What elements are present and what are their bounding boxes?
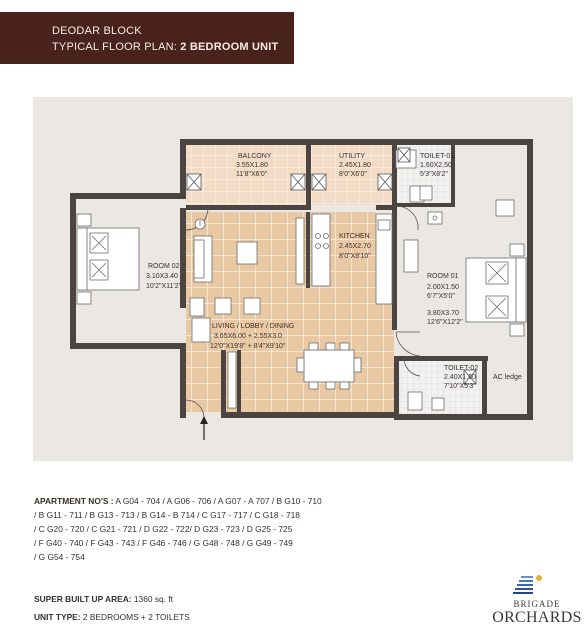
brigade-orchards-logo <box>492 572 585 630</box>
apartment-numbers: APARTMENT NO'S : A G04 - 704 / A G06 - 706 / A G07 - A 707 / B G10 - 710 / B G11 - 711 / B G13 - 713 / B G14 - B 714 / C G17 - 717 / C G18 - 718 / C G20 - 720 / C G21 - 721 / D G22 - 722/ D G23 - 723 / D G25 - 725 / F G40 - 740 / F G43 - 743 / F G46 - 746 / G G48 - 748 / G G49 - 749 / G G54 - 754 <box>34 496 322 562</box>
toilet2-dims: 2.40X1.60 <box>444 374 476 381</box>
toilet2-name: TOILET-02 <box>444 365 479 372</box>
balcony-imperial: 11'8"X6'0" <box>236 171 268 178</box>
room1-dims1: 2.00X1.50 <box>427 284 459 291</box>
toilet1-imperial: 5'3"X8'2" <box>420 171 448 178</box>
room1-dims2: 3.80X3.70 <box>427 310 459 317</box>
living-dims: 3.65X6.00 + 2.55X3.0 <box>214 333 282 340</box>
room2-imperial: 10'2"X11'2" <box>146 283 182 290</box>
room1-imperial2: 12'6"X12'2" <box>427 319 463 326</box>
room2-dims: 3.10X3.40 <box>146 273 178 280</box>
room1-name: ROOM 01 <box>427 273 459 280</box>
kitchen-imperial: 8'0"X8'10" <box>339 253 371 260</box>
utility-name: UTILITY <box>339 153 366 160</box>
living-name: LIVING / LOBBY / DINING <box>212 323 295 330</box>
plan-title: TYPICAL FLOOR PLAN: 2 BEDROOM UNIT <box>52 41 279 53</box>
kitchen-name: KITCHEN <box>339 233 370 240</box>
utility-imperial: 8'0"X6'0" <box>339 171 367 178</box>
room2-name: ROOM 02 <box>148 263 180 270</box>
ac-ledge-label: AC ledge <box>493 374 522 381</box>
entrance-arrow <box>200 416 208 440</box>
block-name: DEODAR BLOCK <box>52 25 142 37</box>
balcony-name: BALCONY <box>238 153 272 160</box>
unit-type: UNIT TYPE: 2 BEDROOMS + 2 TOILETS <box>34 612 190 622</box>
super-built-up-area: SUPER BUILT UP AREA: 1360 sq. ft <box>34 594 174 604</box>
logo-mark-icon <box>495 572 585 600</box>
bed-room01 <box>404 200 526 336</box>
living-imperial: 12'0"X19'8" + 8'4"X9'10" <box>210 343 286 350</box>
toilet1-dims: 1.60X2.50 <box>420 162 452 169</box>
logo-orchards: ORCHARDS <box>492 609 582 626</box>
kitchen-dims: 2.45X2.70 <box>339 243 371 250</box>
utility-dims: 2.45X1.80 <box>339 162 371 169</box>
toilet2-imperial: 7'10"X5'3" <box>444 383 476 390</box>
logo-brigade: BRIGADE <box>513 599 561 609</box>
room1-imperial1: 6'7"X5'0" <box>427 293 455 300</box>
toilet1-name: TOILET-01 <box>420 153 455 160</box>
balcony-dims: 3.55X1.80 <box>236 162 268 169</box>
bed-room02 <box>77 214 139 304</box>
